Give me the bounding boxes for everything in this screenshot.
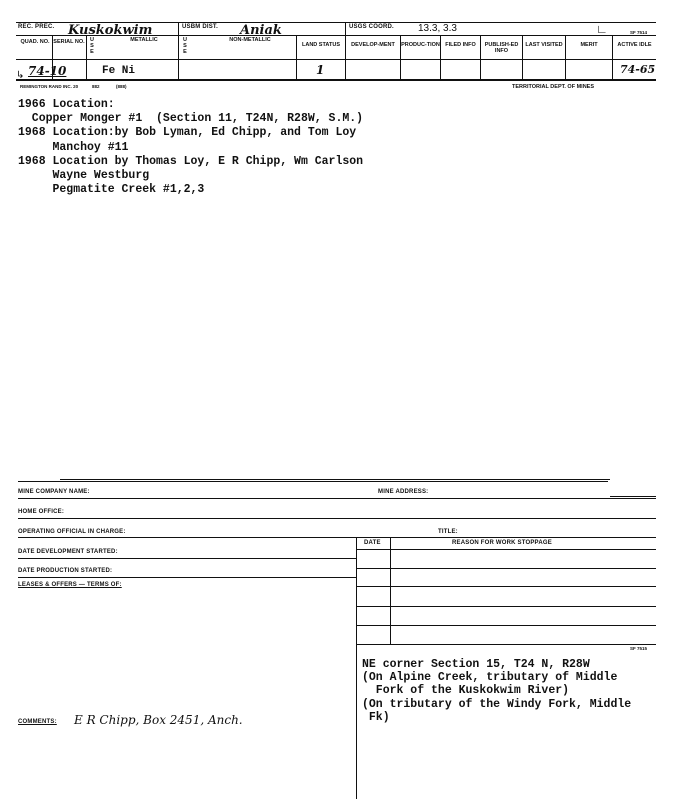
printer-code-2: (888): [116, 84, 127, 89]
table-row-rule: [356, 625, 656, 626]
rule: [18, 577, 356, 578]
quad-value: 74-10: [28, 64, 67, 78]
note-line: Manchoy #11: [18, 140, 129, 154]
date-development-label: DATE DEVELOPMENT STARTED:: [18, 549, 118, 555]
divider: [296, 35, 297, 79]
operating-official-label: OPERATING OFFICIAL IN CHARGE:: [18, 529, 126, 535]
table-row-rule: [356, 586, 656, 587]
printer-mark: REMINGTON RAND INC. 20: [20, 84, 79, 89]
active-idle-value: 74-65: [620, 63, 656, 76]
column-divider: [356, 644, 357, 799]
home-office-label: HOME OFFICE:: [18, 509, 65, 515]
description-line: NE corner Section 15, T24 N, R28W: [362, 658, 590, 671]
rec-prec-value: Kuskokwim: [68, 23, 153, 38]
section-rule-2: [60, 479, 610, 480]
col-use-1: U S E: [90, 37, 94, 55]
col-last-visited: LAST VISITED: [525, 42, 563, 48]
note-line: 1968 Location:by Bob Lyman, Ed Chipp, and Tom Loy: [18, 126, 357, 140]
note-line: Wayne Westburg: [18, 169, 150, 183]
title-label: TITLE:: [438, 529, 458, 535]
date-production-label: DATE PRODUCTION STARTED:: [18, 568, 113, 574]
note-line: Copper Monger #1 (Section 11, T24N, R28W, S.M.): [18, 112, 364, 126]
col-quad: QUAD. NO.: [20, 39, 50, 45]
form-code-2: SF 7515: [630, 646, 648, 651]
col-use-2: U S E: [183, 37, 187, 55]
comments-value: E R Chipp, Box 2451, Anch.: [74, 713, 243, 727]
description-line: (On tributary of the Windy Fork, Middle: [362, 697, 632, 711]
check-mark: ∟: [596, 22, 608, 36]
reason-column-header: REASON FOR WORK STOPPAGE: [452, 540, 552, 546]
col-serial: SERIAL NO.: [53, 39, 85, 45]
metallic-value: Fe Ni: [102, 65, 136, 77]
col-nonmetallic: NON-METALLIC: [229, 37, 271, 43]
description-line: Fork of the Kuskokwim River): [362, 684, 570, 698]
col-production: PRODUC-TION: [401, 42, 440, 48]
header-row-rule: [16, 59, 656, 60]
divider: [86, 35, 87, 79]
description-line: (On Alpine Creek, tributary of Middle: [362, 671, 618, 685]
date-column-header: DATE: [364, 540, 381, 546]
note-line: 1968 Location by Thomas Loy, E R Chipp, Wm Carlson: [18, 154, 364, 168]
quad-mark: ↳: [16, 70, 25, 81]
leases-offers-label: LEASES & OFFERS — TERMS OF:: [18, 582, 122, 588]
printer-code: 882: [92, 84, 100, 89]
divider: [178, 22, 179, 79]
table-left-border: [356, 537, 357, 644]
comments-label: COMMENTS:: [18, 719, 57, 725]
land-status-value: 1: [316, 63, 325, 77]
form-code: SF 7514: [630, 30, 648, 35]
note-line: 1966 Location:: [18, 98, 115, 111]
col-merit: MERIT: [580, 42, 598, 48]
col-land-status: LAND STATUS: [302, 42, 340, 48]
section-rule-3: [610, 496, 656, 497]
col-metallic: METALLIC: [130, 37, 158, 43]
mine-address-label: MINE ADDRESS:: [378, 489, 429, 495]
note-line: Pegmatite Creek #1,2,3: [18, 183, 205, 197]
col-published-info: PUBLISH-ED INFO: [484, 42, 519, 54]
location-description: [362, 658, 631, 724]
description-line: Fk): [362, 710, 390, 724]
divider: [345, 22, 346, 79]
table-row-rule: [356, 568, 656, 569]
rule: [18, 558, 356, 559]
header-bottom-rule: [16, 79, 656, 81]
rule: [18, 537, 656, 538]
table-date-divider: [390, 537, 391, 644]
col-development: DEVELOP-MENT: [351, 42, 395, 48]
usbm-dist-value: Aniak: [240, 23, 282, 38]
rule: [18, 518, 656, 519]
usbm-dist-label: USBM DIST.: [182, 24, 219, 30]
col-filed-info: FILED INFO: [445, 42, 476, 48]
rule: [356, 549, 656, 550]
territorial-dept-label: TERRITORIAL DEPT. OF MINES: [512, 84, 594, 90]
usgs-coord-label: USGS COORD.: [349, 24, 394, 30]
col-active-idle: ACTIVE IDLE: [617, 42, 652, 48]
section-rule: [18, 481, 608, 482]
usgs-coord-value: 13.3, 3.3: [418, 23, 457, 34]
rule: [18, 498, 656, 499]
location-notes: [18, 98, 363, 197]
rec-prec-label: REC. PREC.: [18, 24, 55, 30]
table-bottom-rule: [356, 644, 656, 645]
table-row-rule: [356, 606, 656, 607]
mine-company-name-label: MINE COMPANY NAME:: [18, 489, 90, 495]
